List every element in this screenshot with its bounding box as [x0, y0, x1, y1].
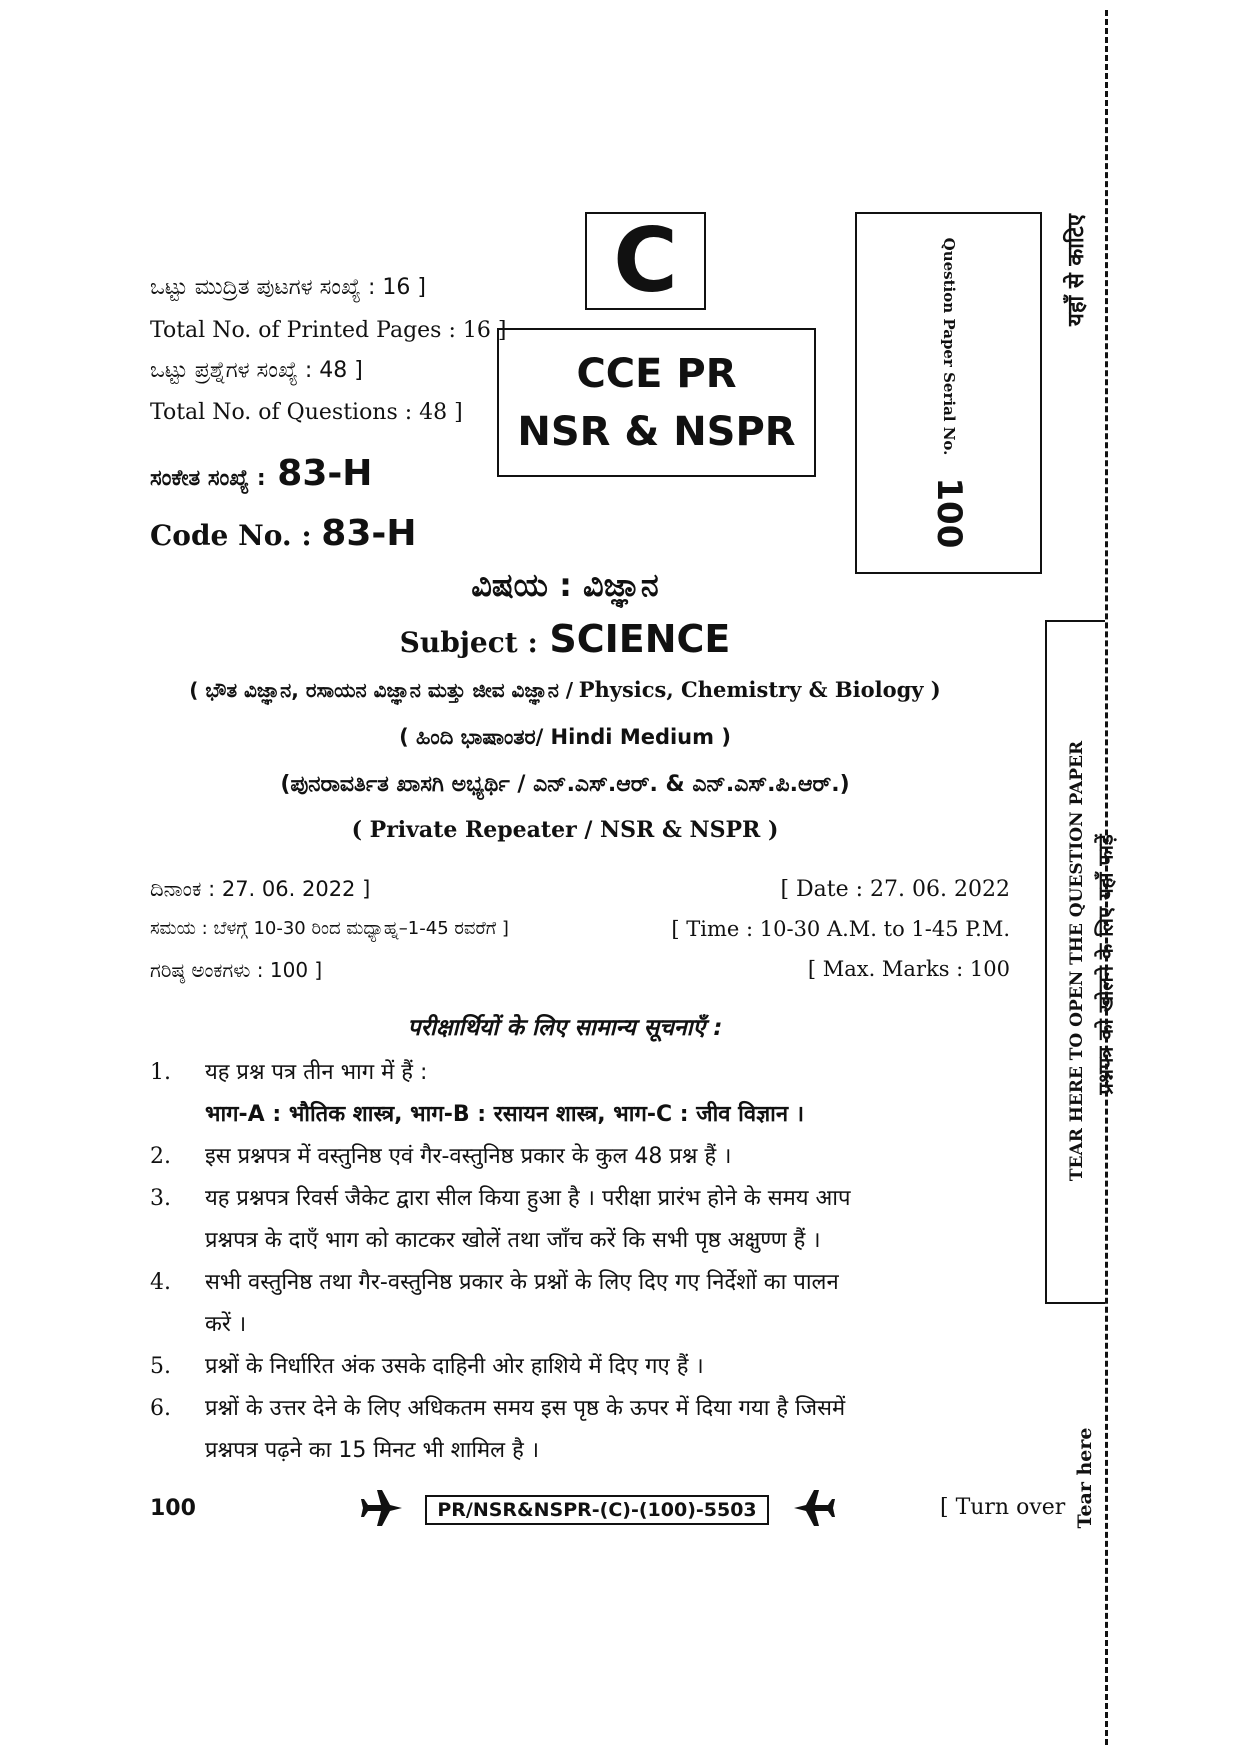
- instructions-heading: परीक्षार्थियों के लिए सामान्य सूचनाएँ :: [407, 1015, 723, 1041]
- turn-over: [ Turn over: [940, 1495, 1066, 1520]
- candidate-kn: (ಪುನರಾವರ್ತಿತ ಖಾಸಗಿ ಅಭ್ಯರ್ಥಿ / ಎನ್.ಎಸ್.ಆರ್. & ಎನ್.ಎಸ್.ಪಿ.ಆರ್.): [280, 772, 850, 797]
- branches-en: Physics, Chemistry & Biology ): [578, 677, 941, 702]
- instruction-text: इस प्रश्नपत्र में वस्तुनिष्ठ एवं गैर-वस्तुनिष्ठ प्रकार के कुल 48 प्रश्न हैं ।: [205, 1144, 732, 1169]
- tear-here-text: Tear here: [1074, 1427, 1096, 1528]
- questions-count-en: Total No. of Questions : 48 ]: [150, 400, 463, 425]
- version-box: C: [585, 212, 706, 310]
- questions-count-kn: ಒಟ್ಟು ಪ್ರಶ್ನೆಗಳ ಸಂಖ್ಯೆ : 48 ]: [150, 358, 363, 383]
- instruction-text: प्रश्नों के उत्तर देने के लिए अधिकतम समय इस पृष्ठ के ऊपर में दिया गया है जिसमें: [205, 1396, 846, 1421]
- airplane-icon: [360, 1486, 404, 1530]
- instruction-text: सभी वस्तुनिष्ठ तथा गैर-वस्तुनिष्ठ प्रकार के प्रश्नों के लिए दिए गए निर्देशों का पालन: [205, 1270, 839, 1295]
- subject-en: [0, 617, 1130, 661]
- branches-kn: ( ಭೌತ ವಿಜ್ಞಾನ, ರಸಾಯನ ವಿಜ್ಞಾನ ಮತ್ತು ಜೀವ ವಿಜ್ಞಾನ /: [189, 678, 574, 702]
- subject-en-value: SCIENCE: [549, 617, 731, 661]
- candidate-en: ( Private Repeater / NSR & NSPR ): [351, 817, 779, 843]
- code-en: [150, 513, 416, 554]
- instruction-text: यह प्रश्नपत्र रिवर्स जैकेट द्वारा सील किया हुआ है । परीक्षा प्रारंभ होने के समय आप: [205, 1186, 851, 1211]
- subject-en-label: Subject :: [399, 626, 538, 659]
- date-kn: ದಿನಾಂಕ : 27. 06. 2022 ]: [150, 877, 371, 901]
- airplane-icon: [792, 1486, 836, 1530]
- exam-type-box: [497, 328, 816, 477]
- exam-type-line2: NSR & NSPR: [517, 408, 796, 455]
- code-kn-label: ಸಂಕೇತ ಸಂಖ್ಯೆ :: [150, 466, 266, 491]
- medium: ( ಹಿಂದಿ ಭಾಷಾಂತರ/ Hindi Medium ): [399, 725, 731, 749]
- code-en-value: 83-H: [321, 513, 417, 554]
- instruction-text: प्रश्नपत्र के दाएँ भाग को काटकर खोलें तथा जाँच करें कि सभी पृष्ठ अक्षुण्ण हैं ।: [205, 1228, 821, 1253]
- code-kn-value: 83-H: [277, 453, 373, 494]
- instruction-number: 5.: [150, 1354, 171, 1379]
- page-number: 100: [150, 1496, 196, 1521]
- instruction-text: करें ।: [205, 1312, 247, 1337]
- serial-number-box: [855, 212, 1042, 574]
- paper-code: PR/NSR&NSPR-(C)-(100)-5503: [425, 1495, 769, 1525]
- marks-en: [ Max. Marks : 100: [807, 957, 1010, 981]
- cut-here-label: [1050, 195, 1100, 345]
- marks-kn: ಗರಿಷ್ಠ ಅಂಕಗಳು : 100 ]: [150, 958, 323, 982]
- code-kn: [150, 453, 372, 494]
- instruction-number: 4.: [150, 1270, 171, 1295]
- cut-here-text: यहाँ से काटिए: [1064, 214, 1089, 326]
- subject-branches: [0, 677, 1130, 702]
- instruction-text: प्रश्नों के निर्धारित अंक उसके दाहिनी ओर हाशिये में दिए गए हैं ।: [205, 1354, 704, 1379]
- tear-text-hi: प्रश्नपत्र को खोलने के लिए यहाँ फाड़ें: [1093, 834, 1118, 1095]
- exam-type-line1: CCE PR: [576, 350, 737, 397]
- date-en: [ Date : 27. 06. 2022: [780, 877, 1010, 902]
- pages-count-en: Total No. of Printed Pages : 16 ]: [150, 318, 507, 343]
- instruction-number: 1.: [150, 1060, 171, 1085]
- time-kn: ಸಮಯ : ಬೆಳಗ್ಗೆ 10-30 ರಿಂದ ಮಧ್ಯಾಹ್ನ–1-45 ರವರೆಗೆ ]: [150, 918, 509, 939]
- instruction-text: प्रश्नपत्र पढ़ने का 15 मिनट भी शामिल है ।: [205, 1438, 540, 1463]
- pages-count-kn: ಒಟ್ಟು ಮುದ್ರಿತ ಪುಟಗಳ ಸಂಖ್ಯೆ : 16 ]: [150, 275, 426, 300]
- serial-label: Question Paper Serial No.: [939, 237, 958, 456]
- serial-number: 100: [928, 477, 969, 549]
- time-en: [ Time : 10-30 A.M. to 1-45 P.M.: [671, 917, 1010, 941]
- instruction-number: 6.: [150, 1396, 171, 1421]
- tear-here-label: [1070, 1420, 1100, 1535]
- code-en-label: Code No. :: [150, 519, 312, 552]
- instruction-number: 3.: [150, 1186, 171, 1211]
- instruction-text: यह प्रश्न पत्र तीन भाग में हैं :: [205, 1060, 428, 1085]
- tear-instruction-box: [1045, 620, 1118, 1304]
- subject-kn: ವಿಷಯ : ವಿಜ್ಞಾನ: [471, 566, 659, 604]
- instruction-number: 2.: [150, 1144, 171, 1169]
- serial-rotated: [929, 238, 969, 549]
- tear-text-en: TEAR HERE TO OPEN THE QUESTION PAPER: [1067, 740, 1087, 1182]
- instruction-text: भाग-A : भौतिक शास्त्र, भाग-B : रसायन शास्त्र, भाग-C : जीव विज्ञान ।: [205, 1102, 805, 1127]
- instructions-list: [0, 1052, 1040, 1472]
